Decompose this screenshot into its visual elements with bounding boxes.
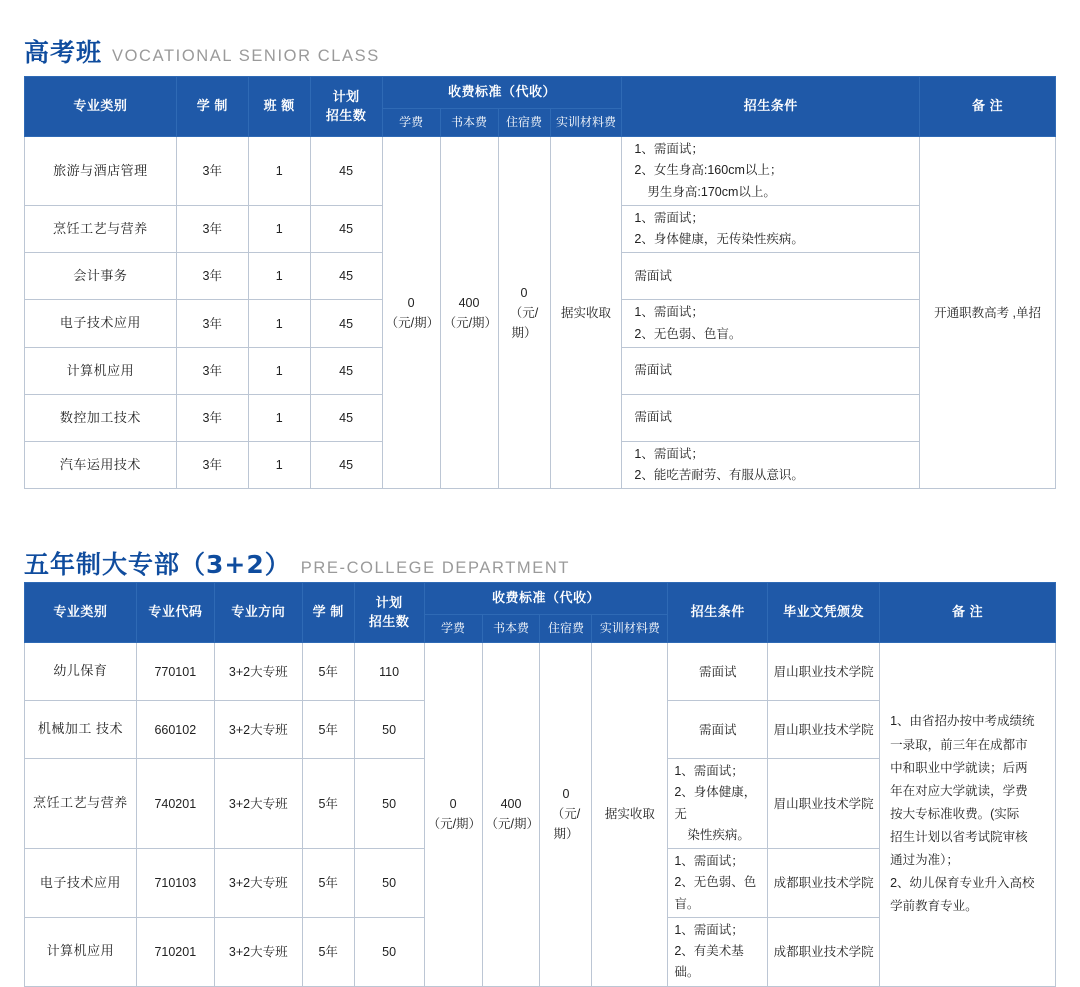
cell-quota: 1 [248, 205, 310, 253]
cell-tuition-unit: （元/期） [427, 817, 482, 832]
cell-enroll: 45 [310, 205, 382, 253]
cell-dorm-unit: （元/期） [551, 807, 581, 842]
th-plan-enroll-line1: 计划 [375, 594, 403, 610]
cell-book [482, 643, 540, 987]
th-plan-enroll-line2: 招生数 [368, 613, 410, 629]
remark-line: 一录取，前三年在成都市 [890, 737, 1028, 752]
cell-diploma: 眉山职业技术学院 [768, 643, 880, 701]
cell-enroll: 110 [354, 643, 424, 701]
table2-header-row-1 [25, 583, 1056, 615]
cond-line: 1、需面试； [634, 446, 704, 461]
cell-major: 机械加工 技术 [25, 701, 137, 759]
th-fee-group: 收费标准（代收） [424, 583, 668, 615]
cell-tuition-value: 0 [449, 797, 457, 812]
cell-enroll: 45 [310, 253, 382, 300]
cell-conditions [622, 205, 920, 253]
cell-tuition-value: 0 [407, 295, 415, 310]
cell-dorm-value: 0 [520, 285, 528, 300]
cell-system: 5年 [302, 917, 354, 986]
cell-enroll: 45 [310, 137, 382, 206]
table1-header-row-1 [25, 77, 1056, 109]
cell-enroll: 45 [310, 441, 382, 489]
cell-major: 电子技术应用 [25, 300, 177, 348]
cell-code: 710201 [136, 917, 214, 986]
cell-conditions [622, 441, 920, 489]
cell-tuition [382, 137, 440, 489]
cell-enroll: 45 [310, 300, 382, 348]
remark-line: 中和职业中学就读；后两 [890, 760, 1028, 775]
th-training: 实训材料费 [550, 108, 622, 136]
th-training: 实训材料费 [592, 614, 668, 642]
cell-quota: 1 [248, 137, 310, 206]
cond-line: 2、女生身高:160cm以上； [634, 163, 783, 178]
cell-system: 3年 [176, 347, 248, 394]
cell-book [440, 137, 498, 489]
th-conditions: 招生条件 [668, 583, 768, 643]
vocational-senior-class-table [24, 76, 1056, 489]
cond-line: 1、需面试； [634, 210, 704, 225]
cell-diploma: 眉山职业技术学院 [768, 701, 880, 759]
cell-book-value: 400 [458, 295, 480, 310]
cell-diploma: 成都职业技术学院 [768, 849, 880, 918]
cell-system: 5年 [302, 701, 354, 759]
remark-line: 招生计划以省考试院审核 [890, 830, 1028, 845]
th-remark: 备 注 [920, 77, 1056, 137]
cell-system: 5年 [302, 643, 354, 701]
cell-major: 数控加工技术 [25, 394, 177, 441]
cell-conditions [622, 300, 920, 348]
cell-major: 计算机应用 [25, 917, 137, 986]
section-title-vocational [0, 33, 380, 69]
cell-major: 计算机应用 [25, 347, 177, 394]
table-row [25, 643, 1056, 701]
remark-line: 年在对应大学就读，学费 [890, 783, 1028, 798]
cell-system: 3年 [176, 300, 248, 348]
cell-enroll: 50 [354, 701, 424, 759]
cell-major: 电子技术应用 [25, 849, 137, 918]
remark-line: 学前教育专业。 [890, 899, 978, 914]
precollege-table-wrap [24, 582, 1056, 987]
cell-system: 5年 [302, 849, 354, 918]
cell-conditions: 需面试 [668, 701, 768, 759]
remark-line: 2、幼儿保育专业升入高校 [890, 876, 1035, 891]
section-title-precollege [0, 545, 570, 581]
cell-major: 幼儿保育 [25, 643, 137, 701]
cond-line: 染性疾病。 [687, 827, 750, 842]
th-major: 专业类别 [25, 583, 137, 643]
cell-quota: 1 [248, 253, 310, 300]
remark-line: 1、由省招办按中考成绩统 [890, 714, 1035, 729]
section2-title-cn: 五年制大专部（3+2） [24, 550, 291, 579]
cell-major: 汽车运用技术 [25, 441, 177, 489]
section1-title-cn: 高考班 [24, 38, 103, 67]
cond-line: 2、有美术基础。 [674, 944, 744, 980]
cell-conditions [668, 917, 768, 986]
cond-line: 男生身高:170cm以上。 [647, 184, 776, 199]
vocational-table-wrap [24, 76, 1056, 489]
th-plan-enroll-line1: 计划 [332, 88, 360, 104]
cell-training: 据实收取 [592, 643, 668, 987]
table-row [25, 137, 1056, 206]
th-remark: 备 注 [880, 583, 1056, 643]
cell-direction: 3+2大专班 [214, 701, 302, 759]
cell-system: 3年 [176, 253, 248, 300]
cond-line: 2、能吃苦耐劳、有服从意识。 [634, 468, 804, 483]
remark-line: 按大专标准收费。(实际 [890, 806, 1020, 821]
cell-diploma: 成都职业技术学院 [768, 917, 880, 986]
cond-line: 1、需面试； [634, 305, 704, 320]
cell-conditions: 需面试 [668, 643, 768, 701]
th-dorm: 住宿费 [498, 108, 550, 136]
cell-system: 5年 [302, 759, 354, 849]
th-fee-group: 收费标准（代收） [382, 77, 622, 109]
section2-title-en: PRE-COLLEGE DEPARTMENT [300, 559, 571, 577]
cell-enroll: 50 [354, 759, 424, 849]
cell-code: 660102 [136, 701, 214, 759]
cond-line: 2、身体健康，无 [674, 785, 757, 821]
cond-line: 1、需面试； [634, 142, 704, 157]
cell-dorm-unit: （元/期） [509, 305, 539, 340]
cell-direction: 3+2大专班 [214, 759, 302, 849]
cell-system: 3年 [176, 441, 248, 489]
th-book: 书本费 [440, 108, 498, 136]
cell-conditions [668, 849, 768, 918]
th-tuition: 学费 [424, 614, 482, 642]
cell-dorm [540, 643, 592, 987]
cell-system: 3年 [176, 205, 248, 253]
cell-conditions [622, 137, 920, 206]
th-dorm: 住宿费 [540, 614, 592, 642]
cell-conditions: 需面试 [622, 347, 920, 394]
cond-line: 1、需面试； [674, 854, 744, 869]
cell-quota: 1 [248, 347, 310, 394]
th-class-quota: 班 额 [248, 77, 310, 137]
cell-conditions [668, 759, 768, 849]
cell-enroll: 45 [310, 347, 382, 394]
cell-book-unit: （元/期） [443, 315, 498, 330]
th-plan-enroll-line2: 招生数 [325, 107, 367, 123]
th-conditions: 招生条件 [622, 77, 920, 137]
cell-diploma: 眉山职业技术学院 [768, 759, 880, 849]
cell-code: 710103 [136, 849, 214, 918]
th-plan-enroll [354, 583, 424, 643]
cell-quota: 1 [248, 441, 310, 489]
cell-training: 据实收取 [550, 137, 622, 489]
cell-major: 烹饪工艺与营养 [25, 205, 177, 253]
cell-major: 旅游与酒店管理 [25, 137, 177, 206]
th-code: 专业代码 [136, 583, 214, 643]
cond-line: 2、身体健康，无传染性疾病。 [634, 232, 804, 247]
cell-major: 烹饪工艺与营养 [25, 759, 137, 849]
cell-book-unit: （元/期） [485, 817, 539, 832]
cell-conditions: 需面试 [622, 253, 920, 300]
th-major: 专业类别 [25, 77, 177, 137]
pre-college-department-table [24, 582, 1056, 987]
th-system: 学 制 [302, 583, 354, 643]
cell-remark: 开通职教高考 ,单招 [920, 137, 1056, 489]
cell-direction: 3+2大专班 [214, 849, 302, 918]
cell-remark [880, 643, 1056, 987]
th-system: 学 制 [176, 77, 248, 137]
cell-tuition [424, 643, 482, 987]
th-book: 书本费 [482, 614, 540, 642]
cell-enroll: 50 [354, 849, 424, 918]
cell-dorm-value: 0 [562, 787, 570, 802]
cell-quota: 1 [248, 300, 310, 348]
cell-major: 会计事务 [25, 253, 177, 300]
cond-line: 2、无色弱、色盲。 [634, 326, 742, 341]
cell-tuition-unit: （元/期） [385, 315, 440, 330]
cell-dorm [498, 137, 550, 489]
section1-title-en: VOCATIONAL SENIOR CLASS [112, 47, 380, 65]
th-diploma: 毕业文凭颁发 [768, 583, 880, 643]
th-direction: 专业方向 [214, 583, 302, 643]
th-plan-enroll [310, 77, 382, 137]
cell-conditions: 需面试 [622, 394, 920, 441]
cell-direction: 3+2大专班 [214, 917, 302, 986]
cond-line: 1、需面试； [674, 922, 744, 937]
cond-line: 2、无色弱、色盲。 [674, 875, 757, 911]
remark-line: 通过为准）； [890, 853, 959, 868]
cell-enroll: 50 [354, 917, 424, 986]
th-tuition: 学费 [382, 108, 440, 136]
cell-system: 3年 [176, 394, 248, 441]
cell-code: 740201 [136, 759, 214, 849]
cell-book-value: 400 [500, 797, 522, 812]
cond-line: 1、需面试； [674, 764, 744, 779]
cell-system: 3年 [176, 137, 248, 206]
cell-enroll: 45 [310, 394, 382, 441]
cell-code: 770101 [136, 643, 214, 701]
cell-direction: 3+2大专班 [214, 643, 302, 701]
cell-quota: 1 [248, 394, 310, 441]
